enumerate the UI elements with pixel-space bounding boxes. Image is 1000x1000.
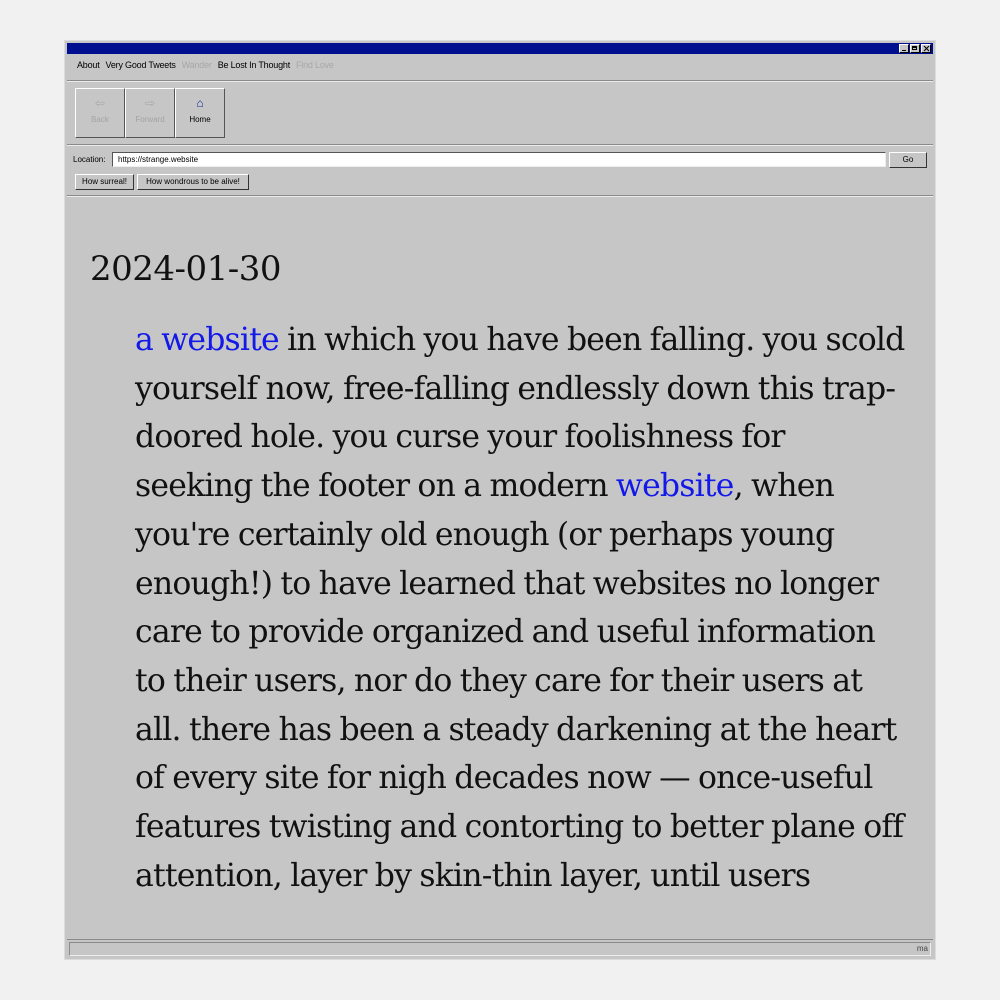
go-button[interactable]: Go	[889, 152, 927, 168]
post-body	[135, 316, 905, 900]
menu-item-about[interactable]: About	[77, 60, 100, 70]
how-wondrous-button[interactable]: How wondrous to be alive!	[137, 174, 249, 190]
status-text: ma	[69, 942, 931, 956]
post-date: 2024-01-30	[90, 249, 282, 289]
menu-item-be-lost-in-thought[interactable]: Be Lost In Thought	[217, 60, 290, 70]
divider	[67, 195, 933, 197]
page-content	[67, 199, 933, 935]
body-text: in which you have been falling. you scold yourself now, free-falling endlessly down this trap-doored hole. you curse your foolishness for seeking the footer on a modern	[135, 322, 905, 505]
forward-arrow-icon: ⇨	[144, 96, 156, 110]
menu-item-find-love[interactable]: Find Love	[296, 60, 334, 70]
home-label: Home	[189, 115, 211, 124]
status-bar	[67, 939, 933, 957]
maximize-icon[interactable]	[910, 44, 920, 53]
how-surreal-button[interactable]: How surreal!	[75, 174, 134, 190]
website-link[interactable]: a website	[135, 322, 279, 358]
back-button[interactable]	[75, 88, 125, 138]
body-text-2: , when you're certainly old enough (or perhaps young enough!) to have learned that websites no longer care to provide organized and useful information to their users, nor do they care for their users at all. there has been a steady darkening at the heart of every site for nigh decades now — once-useful features twisting and contorting to better plane off attention, layer by skin-thin layer, until users	[135, 468, 904, 894]
divider	[67, 144, 933, 146]
forward-label: Forward	[135, 115, 165, 124]
close-icon[interactable]	[921, 44, 931, 53]
menu-item-very-good-tweets[interactable]: Very Good Tweets	[105, 60, 176, 70]
browser-window	[64, 40, 936, 960]
menu-item-wander[interactable]: Wander	[181, 60, 212, 70]
forward-button[interactable]	[125, 88, 175, 138]
menu-bar	[77, 60, 340, 70]
divider	[67, 80, 933, 82]
back-arrow-icon: ⇦	[94, 96, 106, 110]
home-icon: ⌂	[196, 96, 204, 110]
home-button[interactable]	[175, 88, 225, 138]
location-input[interactable]	[112, 152, 886, 167]
location-label: Location:	[73, 155, 106, 164]
website-link-2[interactable]: website	[615, 468, 734, 505]
title-bar	[67, 43, 933, 54]
minimize-icon[interactable]	[899, 44, 909, 53]
back-label: Back	[91, 115, 109, 124]
